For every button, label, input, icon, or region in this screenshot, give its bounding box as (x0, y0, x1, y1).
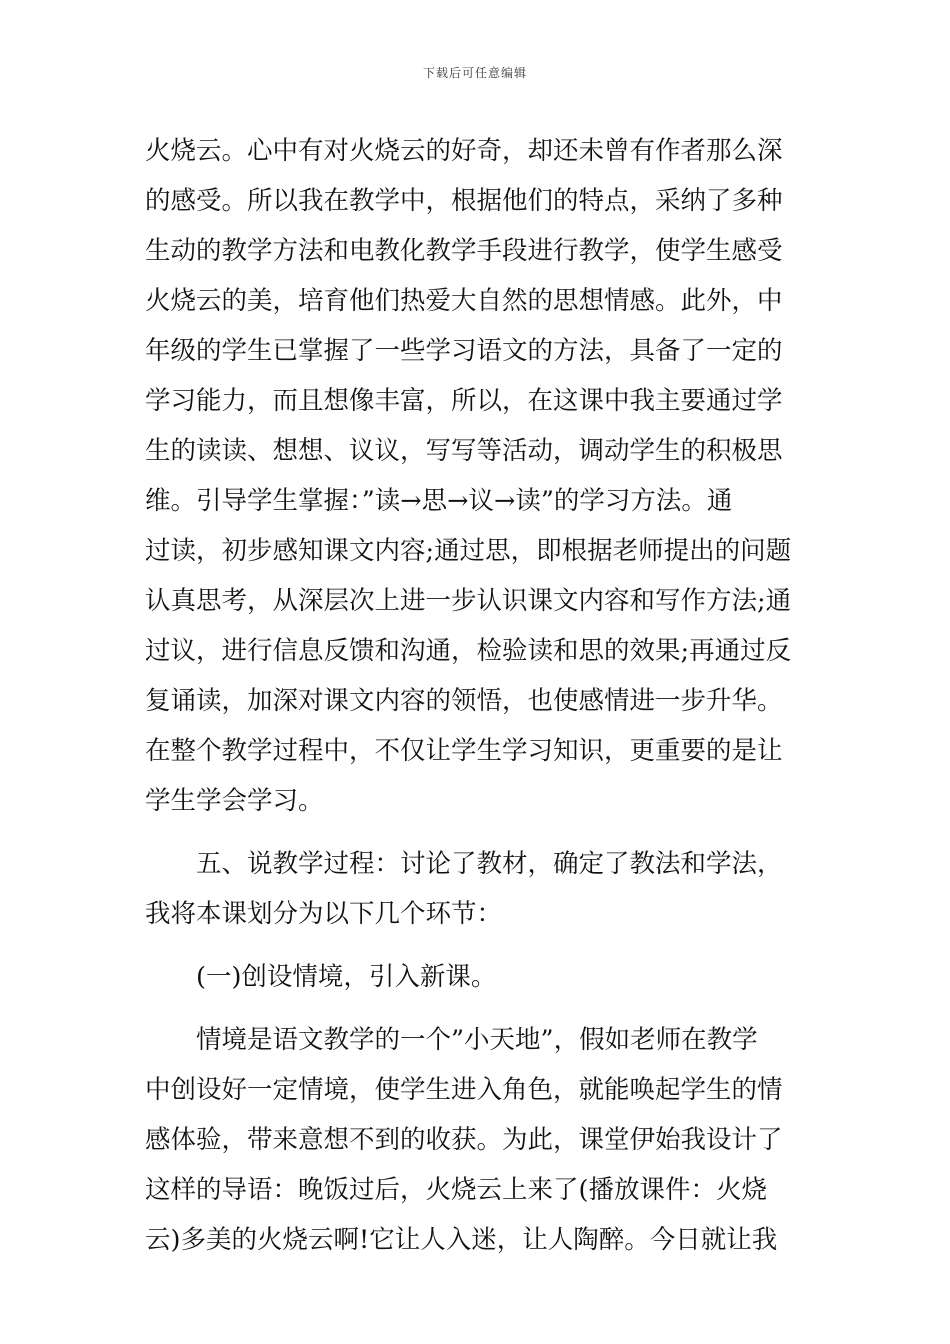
text-line: 年级的学生已掌握了一些学习语文的方法，具备了一定的 (145, 336, 783, 366)
text-line: 认真思考，从深层次上进一步认识课文内容和写作方法;通 (145, 586, 792, 616)
text-line: 我将本课划分为以下几个环节： (145, 899, 503, 929)
text-line: 维。引导学生掌握：”读→思→议→读”的学习方法。通 (145, 486, 733, 516)
text-line: 火烧云的美，培育他们热爱大自然的思想情感。此外，中 (145, 286, 783, 316)
text-line: 中创设好一定情境，使学生进入角色，就能唤起学生的情 (145, 1075, 783, 1105)
text-line: 学习能力，而且想像丰富，所以，在这课中我主要通过学 (145, 386, 783, 416)
text-line: 复诵读，加深对课文内容的领悟，也使感情进一步升华。 (145, 686, 783, 716)
text-line: 的感受。所以我在教学中，根据他们的特点，采纳了多种 (145, 186, 783, 216)
text-line: 感体验，带来意想不到的收获。为此，课堂伊始我设计了 (145, 1125, 783, 1155)
text-line: 过读，初步感知课文内容;通过思，即根据老师提出的问题 (145, 536, 792, 566)
text-line: 生的读读、想想、议议，写写等活动，调动学生的积极思 (145, 436, 783, 466)
paragraph-first-line: 情境是语文教学的一个”小天地”，假如老师在教学 (196, 1025, 758, 1055)
text-line: 火烧云。心中有对火烧云的好奇，却还未曾有作者那么深 (145, 136, 783, 166)
section-heading-line: 五、说教学过程：讨论了教材，确定了教法和学法， (196, 849, 783, 879)
text-line: 生动的教学方法和电教化教学手段进行教学，使学生感受 (145, 236, 783, 266)
text-line: 云)多美的火烧云啊!它让人入迷，让人陶醉。今日就让我 (145, 1225, 778, 1255)
text-line: 学生学会学习。 (145, 786, 324, 816)
text-line: 这样的导语：晚饭过后，火烧云上来了(播放课件：火烧 (145, 1175, 767, 1205)
subsection-heading: (一)创设情境，引入新课。 (196, 962, 497, 992)
text-line: 在整个教学过程中，不仅让学生学习知识，更重要的是让 (145, 736, 783, 766)
page-header: 下载后可任意编辑 (422, 66, 527, 80)
text-line: 过议，进行信息反馈和沟通，检验读和思的效果;再通过反 (145, 636, 792, 666)
document-body (145, 126, 805, 1265)
